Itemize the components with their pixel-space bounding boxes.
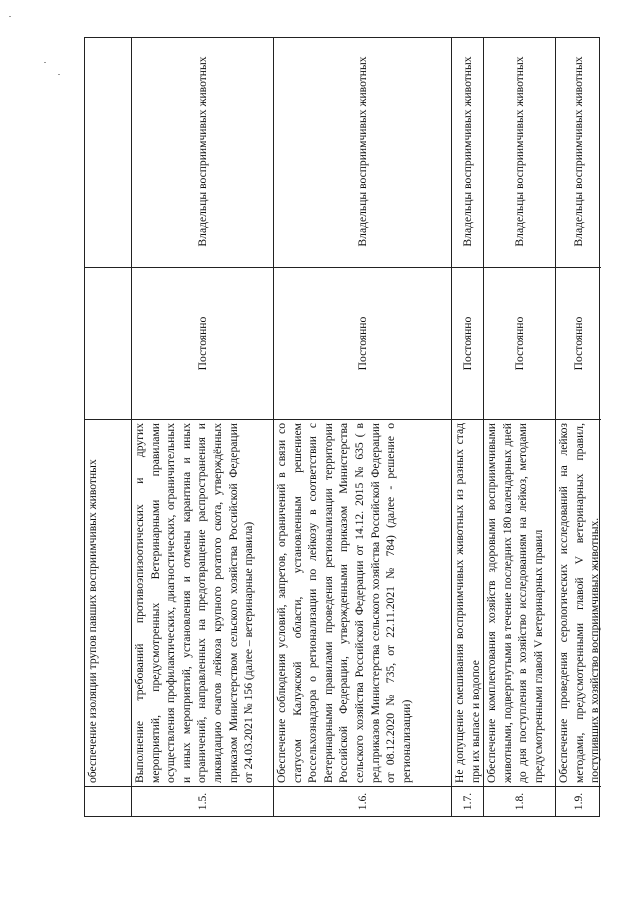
measures-table: [84, 37, 600, 817]
measure-description: Выполнение требований противоэпизоотических и других мероприятий, предусмотренных Ветеринарными правилами осуществления профилактических, диагностических, ограничительных и иных мероприятий, установления и отмены карантина и иных ограничений, направленных на предотвращение распространения и ликвидацию очагов лейкоза крупного рогатого скота, утверждённых приказом Министерством сельского хозяйства Российской Федерации от 24.03.2021 № 156 (далее – ветеринарные правила): [132, 419, 273, 786]
table-row: [131, 38, 273, 816]
measure-term: Постоянно: [556, 267, 601, 419]
measure-description: Обеспечение соблюдения условий, запретов, ограничений в связи со статусом Калужской области, установленным решением Россельхознадзора о регионализации по лейкозу в соответствии с Ветеринарными правилами проведения регионализации территории Российской Федерации, утвержденными приказом Министерства сельского хозяйства Российской Федерации от 14.12. 2015 № 635 ( в ред.приказов Министерства сельского хозяйства Российской Федерации от 08.12.2020 № 735, от 22.11.2021 № 784) (далее - решение о регионализации): [274, 419, 451, 786]
row-number: 1.8.: [484, 786, 555, 816]
scan-speck: [9, 16, 11, 17]
measure-responsible: [85, 36, 131, 267]
measure-responsible: Владельцы восприимчивых животных: [195, 56, 209, 247]
measure-responsible: Владельцы восприимчивых животных: [512, 56, 526, 247]
table-row: [451, 38, 483, 816]
measure-term: [85, 267, 131, 419]
table-row: [273, 38, 451, 816]
measure-term: Постоянно: [452, 267, 483, 419]
measure-term: Постоянно: [484, 267, 555, 419]
measure-term: Постоянно: [132, 267, 273, 419]
row-number: 1.7.: [452, 786, 483, 816]
table-row: [483, 38, 555, 816]
measure-responsible: Владельцы восприимчивых животных: [460, 56, 474, 247]
row-number: [85, 786, 131, 816]
row-number: 1.9.: [556, 786, 601, 816]
row-number: 1.5.: [132, 786, 273, 816]
measure-description: Обеспечение комплектования хозяйств здоровыми восприимчивыми животными, подвергнутыми в течение последних 180 календарных дней до дня поступления в хозяйство исследованиям на лейкоз, методами предусмотренными главой V ветеринарных правил: [484, 419, 555, 786]
scan-speck: [44, 62, 46, 63]
table-row: [85, 38, 131, 816]
row-number: 1.6.: [274, 786, 451, 816]
measure-responsible: Владельцы восприимчивых животных: [571, 56, 585, 247]
scan-speck: [58, 74, 60, 75]
measure-term: Постоянно: [274, 267, 451, 419]
measure-description: Обеспечение проведения серологических исследований на лейкоз методами, предусмотренными главой V ветеринарных правил, поступивших в хозяйство восприимчивых животных.: [556, 419, 601, 786]
measure-responsible: Владельцы восприимчивых животных: [355, 56, 369, 247]
measure-description: Не допущение смешивания восприимчивых животных из разных стад при их выпасе и водопое: [452, 419, 483, 786]
measure-description: обеспечение изоляции трупов павших восприимчивых животных: [85, 419, 131, 786]
table-row: [555, 38, 601, 816]
